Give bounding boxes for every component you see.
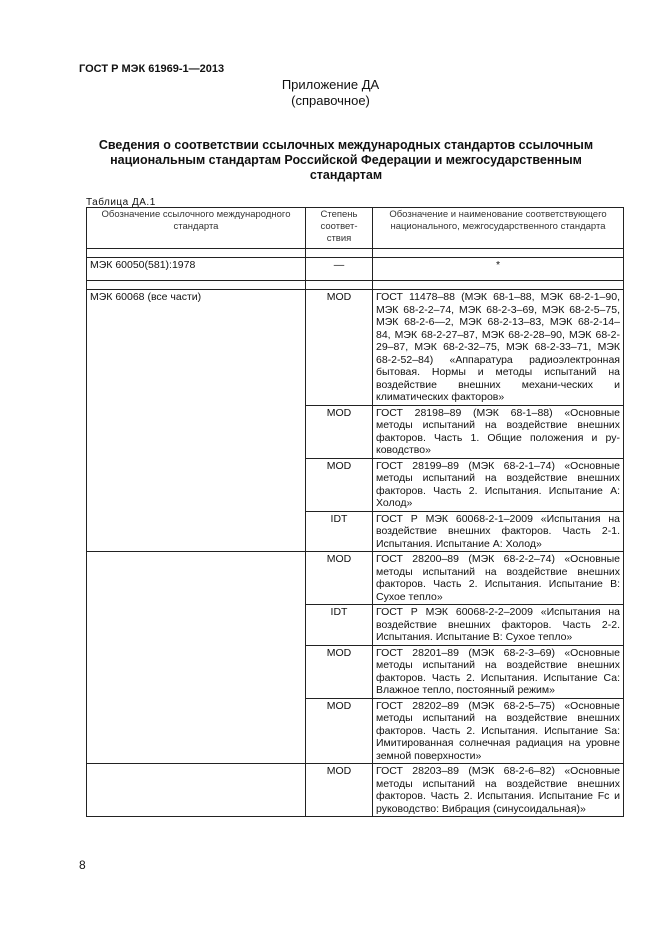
degree-cell: MOD [306, 458, 373, 511]
national-standard-cell: ГОСТ 28200–89 (МЭК 68-2-2–74) «Основные методы испытаний на воздействие внешних факторов. Часть 2. Испытания. Испытание В: Сухое тепло» [373, 552, 624, 605]
section-title-line: Сведения о соответствии ссылочных международных стандартов ссылочным [98, 138, 594, 152]
page-number: 8 [79, 858, 86, 872]
national-standard-cell: ГОСТ 11478–88 (МЭК 68-1–88, МЭК 68-2-1–90, МЭК 68-2-2–74, МЭК 68-2-3–69, МЭК 68-2-5–75, МЭК 68-2-6—2, МЭК 68-2-13–83, МЭК 68-2-14–84, МЭК 68-2-27–87, МЭК 68-2-28–90, МЭК 68-2-29–87, МЭК 68-2-32–75, МЭК 68-2-33–71, МЭК 68-2-52–84) «Аппаратура радиоэлектронная бытовая. Нормы и методы испытаний на воздействие внешних механи-ческих и климатических факторов» [373, 290, 624, 406]
degree-cell: MOD [306, 698, 373, 764]
degree-cell: MOD [306, 405, 373, 458]
degree-cell: IDT [306, 605, 373, 646]
national-standard-cell: ГОСТ 28202–89 (МЭК 68-2-5–75) «Основные методы испытаний на воздействие внешних факторов. Часть 2. Испытания. Испытание Sa: Имитированная солнечная радиация на уровне земной поверхности» [373, 698, 624, 764]
table-row [87, 552, 624, 605]
header-international-standard: Обозначение ссылочного международного стандарта [87, 208, 306, 249]
appendix-subtitle: (справочное) [291, 93, 370, 108]
intl-standard-cell: МЭК 60050(581):1978 [87, 258, 306, 281]
national-standard-cell: ГОСТ 28199–89 (МЭК 68-2-1–74) «Основные методы испытаний на воздействие внешних факторов. Часть 2. Испытания. Испытание А: Холод» [373, 458, 624, 511]
degree-cell: — [306, 258, 373, 281]
national-standard-cell: ГОСТ 28201–89 (МЭК 68-2-3–69) «Основные методы испытаний на воздействие внешних факторов. Часть 2. Испытания. Испытание Са: Влажное тепло, постоянный режим» [373, 645, 624, 698]
national-standard-cell: ГОСТ Р МЭК 60068-2-2–2009 «Испытания на воздействие внешних факторов. Часть 2-2. Испытания. Испытание В: Сухое тепло» [373, 605, 624, 646]
national-standard-cell: ГОСТ 28203–89 (МЭК 68-2-6–82) «Основные методы испытаний на воздействие внешних факторов. Часть 2. Испытания. Испытание Fc и руководство: Вибрация (синусоидальная)» [373, 764, 624, 817]
table-row [87, 764, 624, 817]
table-gap-row [87, 249, 624, 258]
intl-standard-cell [87, 552, 306, 764]
appendix-heading [0, 77, 661, 109]
table-header-row [87, 208, 624, 249]
document-code: ГОСТ Р МЭК 61969-1—2013 [79, 63, 225, 75]
table-row [87, 258, 624, 281]
national-standard-cell: * [373, 258, 624, 281]
correspondence-table [86, 207, 624, 817]
table-row [87, 290, 624, 406]
degree-cell: MOD [306, 645, 373, 698]
intl-standard-cell: МЭК 60068 (все части) [87, 290, 306, 552]
degree-cell: MOD [306, 290, 373, 406]
degree-cell: MOD [306, 552, 373, 605]
table-caption: Таблица ДА.1 [86, 197, 156, 208]
national-standard-cell: ГОСТ 28198–89 (МЭК 68-1–88) «Основные методы испытаний на воздействие внешних факторов. Часть 1. Общие положения и ру-ководство» [373, 405, 624, 458]
appendix-title: Приложение ДА [281, 77, 380, 92]
intl-standard-cell [87, 764, 306, 817]
table-gap-row [87, 281, 624, 290]
section-title-line: национальным стандартам Российской Федерации и межгосударственным [110, 153, 582, 167]
section-title-line: стандартам [309, 168, 383, 182]
header-national-standard: Обозначение и наименование соответствующего национального, межгосударственного стандарта [373, 208, 624, 249]
section-title [70, 138, 622, 183]
header-degree: Степень соответ-ствия [306, 208, 373, 249]
degree-cell: MOD [306, 764, 373, 817]
national-standard-cell: ГОСТ Р МЭК 60068-2-1–2009 «Испытания на воздействие внешних факторов. Часть 2-1. Испытания. Испытание А: Холод» [373, 511, 624, 552]
degree-cell: IDT [306, 511, 373, 552]
